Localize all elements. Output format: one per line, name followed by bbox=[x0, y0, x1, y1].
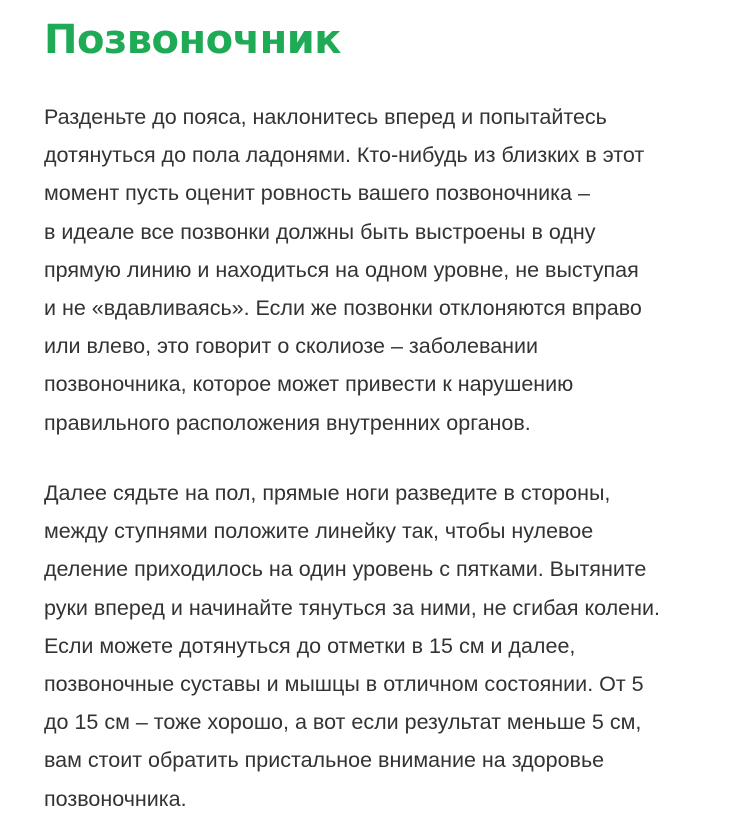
paragraph-line: до 15 см – тоже хорошо, а вот если результат меньше 5 см, bbox=[44, 710, 642, 735]
article-title: Позвоночник bbox=[44, 17, 341, 63]
paragraph-line: в идеале все позвонки должны быть выстроены в одну bbox=[44, 219, 596, 244]
article-paragraph-1 bbox=[44, 98, 644, 442]
paragraph-line: и не «вдавливаясь». Если же позвонки отклоняются вправо bbox=[44, 296, 642, 321]
paragraph-line: дотянуться до пола ладонями. Кто-нибудь из близких в этот bbox=[44, 143, 645, 168]
paragraph-line: или влево, это говорит о сколиозе – заболевании bbox=[44, 334, 539, 359]
paragraph-line: между ступнями положите линейку так, чтобы нулевое bbox=[44, 519, 594, 544]
paragraph-line: прямую линию и находиться на одном уровне, не выступая bbox=[44, 257, 639, 282]
paragraph-line: Если можете дотянуться до отметки в 15 см и далее, bbox=[44, 633, 576, 658]
paragraph-line: позвоночника, которое может привести к нарушению bbox=[44, 372, 574, 397]
paragraph-line: Разденьте до пояса, наклонитесь вперед и попытайтесь bbox=[44, 105, 607, 129]
paragraph-line: руки вперед и начинайте тянуться за ними, не сгибая колени. bbox=[44, 595, 660, 620]
paragraph-line: позвоночные суставы и мышцы в отличном состоянии. От 5 bbox=[44, 672, 644, 697]
paragraph-line: правильного расположения внутренних органов. bbox=[44, 410, 531, 435]
paragraph-line: момент пусть оценит ровность вашего позвоночника – bbox=[44, 181, 590, 206]
paragraph-line: деление приходилось на один уровень с пятками. Вытяните bbox=[44, 557, 647, 582]
article-paragraph-2 bbox=[44, 474, 660, 818]
paragraph-line: вам стоит обратить пристальное внимание на здоровье bbox=[44, 748, 605, 773]
paragraph-line: Далее сядьте на пол, прямые ноги разведите в стороны, bbox=[44, 481, 611, 505]
paragraph-line: позвоночника. bbox=[44, 786, 187, 811]
